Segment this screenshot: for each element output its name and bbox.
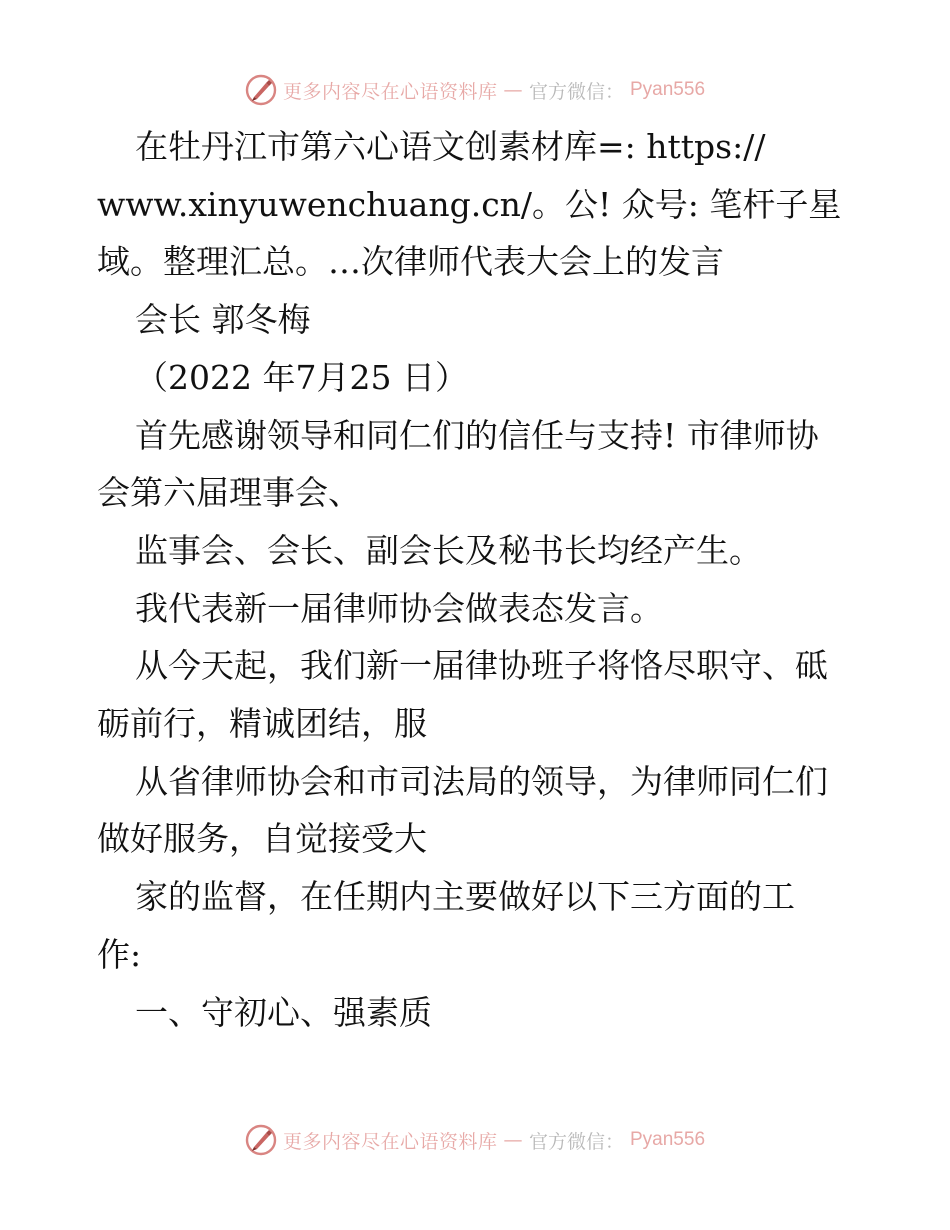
body-line: 作:	[97, 934, 142, 974]
top-watermark-banner	[0, 70, 950, 110]
body-line: 我代表新一届律师协会做表态发言。	[135, 588, 663, 628]
speaker-line: 会长 郭冬梅	[135, 300, 311, 340]
body-line: 从省律师协会和市司法局的领导，为律师同仁们	[135, 761, 828, 801]
section-heading: 一、守初心、强素质	[135, 992, 432, 1032]
bottom-watermark-banner	[0, 1120, 950, 1160]
watermark-text: 更多内容尽在心语资料库	[282, 1130, 498, 1153]
date-line: （2022 年7月25 日）	[135, 357, 468, 397]
body-line: 会第六届理事会、	[97, 473, 361, 513]
watermark-official-label: 官方微信：	[528, 80, 624, 103]
watermark-group	[245, 74, 705, 106]
body-line: 砺前行，精诚团结，服	[97, 704, 427, 744]
watermark-separator: —	[503, 79, 523, 101]
body-line: 家的监督，在任期内主要做好以下三方面的工	[135, 877, 795, 917]
body-line: 首先感谢领导和同仁们的信任与支持! 市律师协	[135, 415, 819, 455]
body-line: 监事会、会长、副会长及秘书长均经产生。	[135, 530, 762, 570]
watermark-wechat-id: Pyan556	[630, 1129, 706, 1150]
pen-logo-icon	[245, 1124, 277, 1156]
document-body	[97, 118, 857, 1041]
watermark-text: 更多内容尽在心语资料库	[282, 80, 498, 103]
body-line: 从今天起，我们新一届律协班子将恪尽职守、砥	[135, 646, 828, 686]
body-line: 域。整理汇总。…次律师代表大会上的发言	[97, 242, 724, 282]
pen-logo-icon	[245, 74, 277, 106]
body-line: 在牡丹江市第六心语文创素材库=: https://	[135, 127, 766, 166]
watermark-separator: —	[503, 1129, 523, 1151]
body-line: www.xinyuwenchuang.cn/。公! 众号: 笔杆子星	[97, 184, 842, 224]
body-line: 做好服务，自觉接受大	[97, 819, 427, 859]
watermark-official-label: 官方微信：	[528, 1130, 624, 1153]
watermark-group	[245, 1124, 705, 1156]
watermark-wechat-id: Pyan556	[630, 79, 706, 100]
